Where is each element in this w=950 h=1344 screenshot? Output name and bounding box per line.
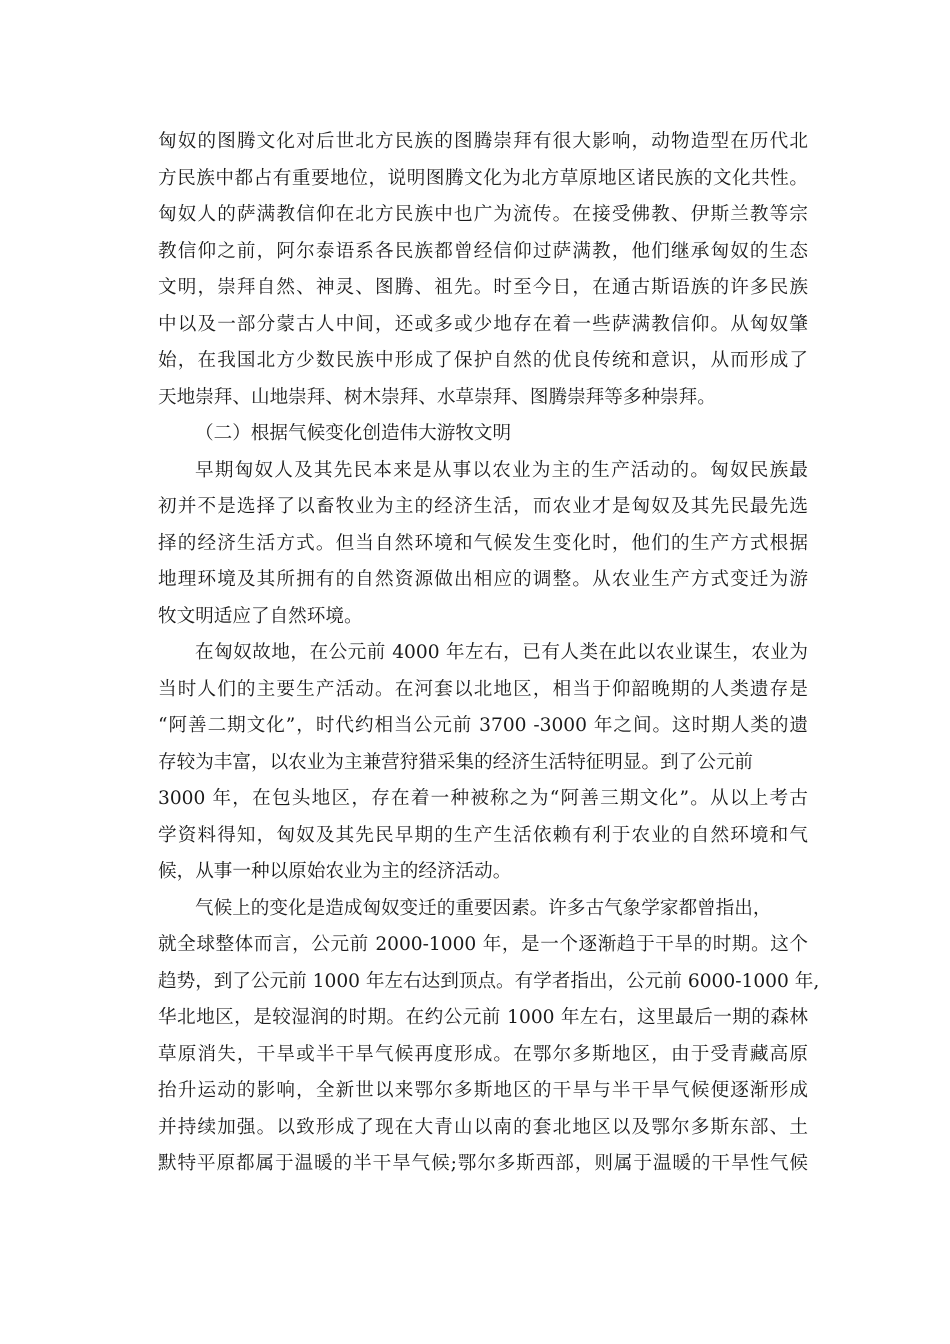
- text-line: 抬升运动的影响，全新世以来鄂尔多斯地区的干旱与半干旱气候便逐渐形成: [158, 1080, 808, 1101]
- text-line: 匈奴人的萨满教信仰在北方民族中也广为流传。在接受佛教、伊斯兰教等宗: [158, 204, 808, 225]
- text-line: 当时人们的主要生产活动。在河套以北地区，相当于仰韶晚期的人类遗存是: [158, 678, 808, 700]
- text-line: 草原消失，干旱或半干旱气候再度形成。在鄂尔多斯地区，由于受青藏高原: [158, 1043, 808, 1065]
- text-line: 牧文明适应了自然环境。: [158, 605, 363, 627]
- text-line: 方民族中都占有重要地位，说明图腾文化为北方草原地区诸民族的文化共性。: [158, 167, 808, 189]
- text-line: 始，在我国北方少数民族中形成了保护自然的优良传统和意识，从而形成了: [158, 350, 808, 371]
- text-line: “阿善二期文化”，时代约相当公元前 3700 -3000 年之间。这时期人类的遗: [158, 715, 808, 736]
- text-line: 默特平原都属于温暖的半干旱气候;鄂尔多斯西部，则属于温暖的干旱性气候: [158, 1153, 808, 1174]
- text-line: 3000 年，在包头地区，存在着一种被称之为“阿善三期文化”。从以上考古: [158, 788, 808, 809]
- text-line: 气候上的变化是造成匈奴变迁的重要因素。许多古气象学家都曾指出，: [195, 897, 772, 919]
- text-line: 匈奴的图腾文化对后世北方民族的图腾崇拜有很大影响，动物造型在历代北: [158, 131, 808, 152]
- text-line: 趋势，到了公元前 1000 年左右达到顶点。有学者指出，公元前 6000-1000 年,: [158, 970, 820, 992]
- text-line: 并持续加强。以致形成了现在大青山以南的套北地区以及鄂尔多斯东部、土: [158, 1116, 808, 1138]
- text-line: 候，从事一种以原始农业为主的经济活动。: [158, 861, 512, 882]
- text-line: 文明，崇拜自然、神灵、图腾、祖先。时至今日，在通古斯语族的许多民族: [158, 277, 808, 298]
- text-line: 在匈奴故地，在公元前 4000 年左右，已有人类在此以农业谋生，农业为: [195, 642, 808, 663]
- text-line: 教信仰之前，阿尔泰语系各民族都曾经信仰过萨满教，他们继承匈奴的生态: [158, 240, 808, 262]
- text-line: （二）根据气候变化创造伟大游牧文明: [195, 423, 512, 444]
- text-line: 华北地区，是较湿润的时期。在约公元前 1000 年左右，这里最后一期的森林: [158, 1007, 808, 1028]
- text-line: 择的经济生活方式。但当自然环境和气候发生变化时，他们的生产方式根据: [158, 532, 808, 554]
- text-line: 存较为丰富，以农业为主兼营狩猎采集的经济生活特征明显。到了公元前: [158, 751, 754, 773]
- text-line: 学资料得知，匈奴及其先民早期的生产生活依赖有利于农业的自然环境和气: [158, 824, 808, 846]
- text-line: 地理环境及其所拥有的自然资源做出相应的调整。从农业生产方式变迁为游: [158, 569, 808, 590]
- text-line: 早期匈奴人及其先民本来是从事以农业为主的生产活动的。匈奴民族最: [195, 459, 808, 481]
- text-line: 天地崇拜、山地崇拜、树木崇拜、水草崇拜、图腾崇拜等多种崇拜。: [158, 386, 716, 408]
- body-text: [158, 124, 820, 1183]
- text-line: 就全球整体而言，公元前 2000-1000 年，是一个逐渐趋于干旱的时期。这个: [158, 934, 808, 955]
- text-line: 中以及一部分蒙古人中间，还或多或少地存在着一些萨满教信仰。从匈奴肇: [158, 313, 808, 335]
- text-line: 初并不是选择了以畜牧业为主的经济生活，而农业才是匈奴及其先民最先选: [158, 496, 808, 517]
